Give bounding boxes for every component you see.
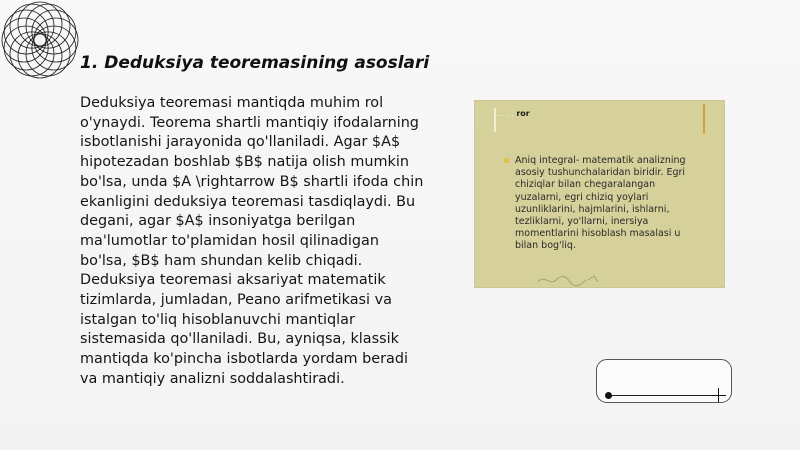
thumbnail-heading-faint: ... ... bbox=[496, 109, 514, 118]
thumbnail-heading-bold: ror bbox=[516, 109, 530, 118]
slide-title: 1. Deduksiya teoremasining asoslari bbox=[80, 53, 430, 73]
rosette-ring bbox=[2, 18, 46, 62]
rosette-ring bbox=[18, 2, 62, 46]
circle-rosette-icon bbox=[0, 0, 80, 80]
slider-track[interactable] bbox=[608, 395, 720, 396]
dot-icon[interactable] bbox=[605, 392, 612, 399]
plus-icon[interactable] bbox=[712, 388, 726, 402]
thumbnail-right-bar bbox=[703, 104, 705, 134]
slide-thumbnail-image bbox=[474, 100, 725, 288]
thumbnail-heading bbox=[496, 108, 686, 119]
signature-scribble-icon bbox=[536, 270, 606, 288]
rosette-ring bbox=[18, 34, 62, 78]
slider-control[interactable] bbox=[596, 359, 732, 403]
bullet-icon bbox=[504, 158, 509, 163]
body-paragraph: Deduksiya teoremasi mantiqda muhim rol o'ynaydi. Teorema shartli mantiqiy ifodalarning isbotlanishi jarayonida qo'llaniladi. Agar $A$ hipotezadan boshlab $B$ natija olish mumkin bo'lsa, unda $A \rightarrow B$ shartli ifoda chin ekanligini deduksiya teoremasi tasdiqlaydi. Bu degani, agar $A$ insoniyatga berilgan ma'lumotlar to'plamidan hosil qilinadigan bo'lsa, $B$ ham shundan kelib chiqadi. Deduksiya teoremasi aksariyat matematik tizimlarda, jumladan, Peano arifmetikasi va istalgan to'liq hisoblanuvchi mantiqlar sistemasida qo'llaniladi. Bu, ayniqsa, klassik mantiqda ko'pincha isbotlarda yordam beradi va mantiqiy analizni soddalashtiradi. bbox=[80, 95, 424, 387]
rosette-ring bbox=[34, 18, 78, 62]
thumbnail-bullet-text: Aniq integral- matematik analizning asosiy tushunchalaridan biridir. Egri chiziqlar bilan chegaralangan yuzalarni, egri chiziq yoylari uzunliklarini, hajmlarini, ishlarni, tezliklarni, yo'llarni, inersiya momentlarini hisoblash masalasi u bilan bog'liq. bbox=[515, 155, 686, 252]
